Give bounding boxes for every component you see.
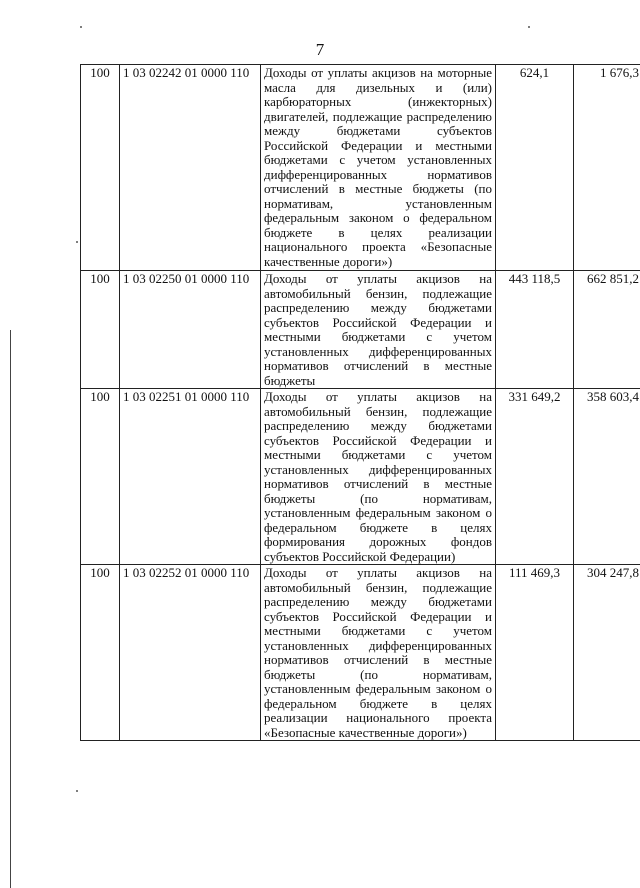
budget-code-cell: 1 03 02242 01 0000 110 [120,65,261,271]
admin-code-cell: 100 [81,271,120,389]
admin-code-cell: 100 [81,565,120,741]
table-row [81,65,640,271]
budget-code-cell: 1 03 02250 01 0000 110 [120,271,261,389]
value-year-1-cell: 111 469,3 [496,565,574,741]
revenue-table [80,64,640,741]
scan-speck [76,790,78,792]
scan-speck [80,26,82,28]
scan-margin-line [10,330,11,888]
table-row [81,271,640,389]
revenue-name-cell: Доходы от уплаты акцизов на моторные масла для дизельных и (или) карбюраторных (инжекторных) двигателей, подлежащие распределению между бюджетами субъектов Российской Федерации и местными бюджетами с учетом установленных дифференцированных нормативов отчислений в местные бюджеты (по нормативам, установленным федеральным законом о федеральном бюджете в целях реализации национального проекта «Безопасные качественные дороги») [261,65,496,271]
admin-code-cell: 100 [81,389,120,565]
revenue-name-cell: Доходы от уплаты акцизов на автомобильный бензин, подлежащие распределению между бюджетами субъектов Российской Федерации и местными бюджетами с учетом установленных дифференцированных нормативов отчислений в местные бюджеты (по нормативам, установленным федеральным законом о федеральном бюджете в целях реализации национального проекта «Безопасные качественные дороги») [261,565,496,741]
value-year-2-cell: 358 603,4 [574,389,640,565]
scan-speck [528,26,530,28]
value-year-2-cell: 1 676,3 [574,65,640,271]
page-number: 7 [315,40,325,59]
value-year-2-cell: 304 247,8 [574,565,640,741]
admin-code-cell: 100 [81,65,120,271]
revenue-name-cell: Доходы от уплаты акцизов на автомобильный бензин, подлежащие распределению между бюджетами субъектов Российской Федерации и местными бюджетами с учетом установленных дифференцированных нормативов отчислений в местные бюджеты [261,271,496,389]
table-row [81,389,640,565]
budget-code-cell: 1 03 02251 01 0000 110 [120,389,261,565]
value-year-2-cell: 662 851,2 [574,271,640,389]
value-year-1-cell: 624,1 [496,65,574,271]
budget-code-cell: 1 03 02252 01 0000 110 [120,565,261,741]
table-row [81,565,640,741]
scan-speck [76,241,78,243]
value-year-1-cell: 331 649,2 [496,389,574,565]
revenue-name-cell: Доходы от уплаты акцизов на автомобильный бензин, подлежащие распределению между бюджетами субъектов Российской Федерации и местными бюджетами с учетом установленных дифференцированных нормативов отчислений в местные бюджеты (по нормативам, установленным федеральным законом о федеральном бюджете в целях формирования дорожных фондов субъектов Российской Федерации) [261,389,496,565]
value-year-1-cell: 443 118,5 [496,271,574,389]
